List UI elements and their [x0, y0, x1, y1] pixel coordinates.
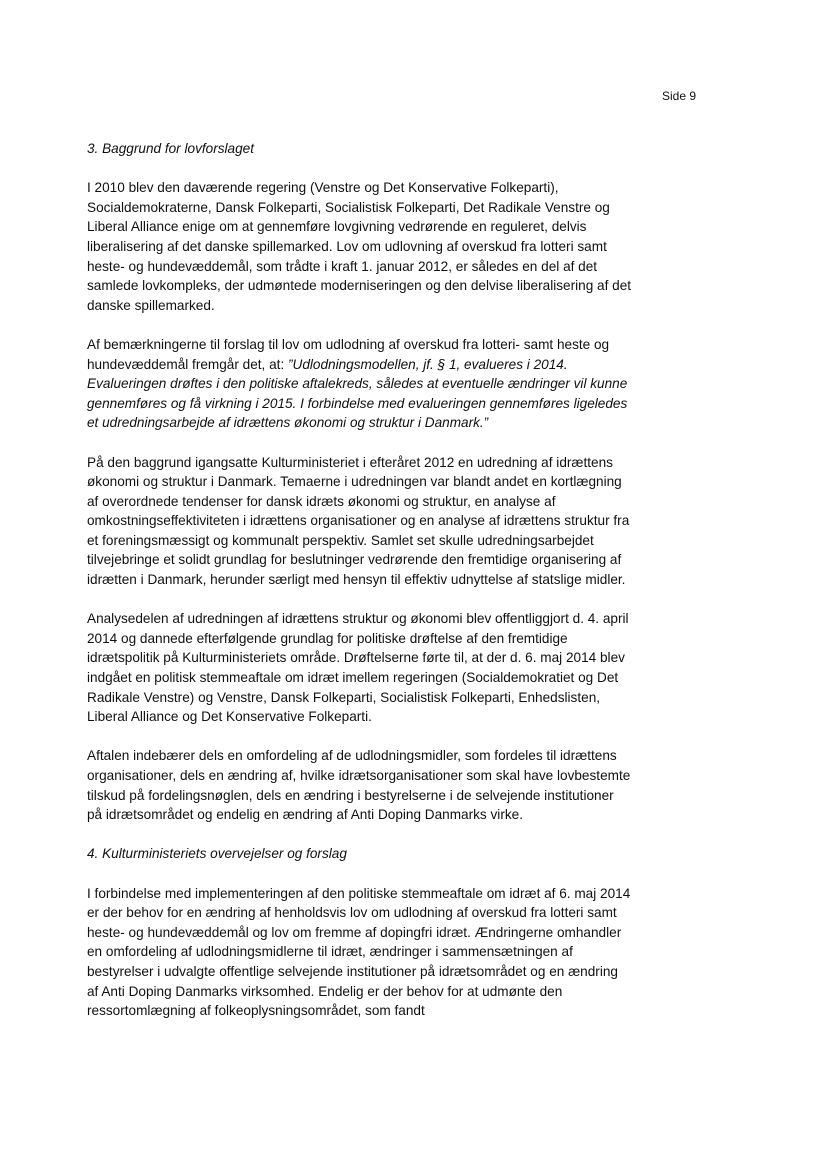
paragraph-background-2: [87, 335, 632, 433]
paragraph-considerations-1: I forbindelse med implementeringen af den politiske stemmeaftale om idræt af 6. maj 2014 er der behov for en ændring af henholdsvis lov om udlodning af overskud fra lotteri samt heste- og hundevæddemål og lov om fremme af dopingfri idræt. Ændringerne omhandler en omfordeling af udlodningsmidlerne til idræt, ændringer i sammensætningen af bestyrelser i udvalgte offentlige selvejende institutioner på idrætsområdet og en ændring af Anti Doping Danmarks virksomhed. Endelig er der behov for at udmønte den ressortomlægning af folkeoplysningsområdet, som fandt: [87, 885, 631, 1019]
page-number: Side 9: [662, 89, 697, 103]
section-heading-considerations: 4. Kulturministeriets overvejelser og forslag: [87, 846, 347, 862]
paragraph-background-5: Aftalen indebærer dels en omfordeling af de udlodningsmidler, som fordeles til idrættens organisationer, dels en ændring af, hvilke idrætsorganisationer som skal have lovbestemte tilskud på fordelingsnøglen, dels en ændring i bestyrelserne i de selvejende institutioner på idrætsområdet og endelig en ændring af Anti Doping Danmarks virke.: [87, 748, 631, 823]
section-heading-background: 3. Baggrund for lovforslaget: [87, 141, 255, 156]
document-body: [87, 139, 632, 1021]
paragraph-background-2-intro: Af bemærkningerne til forslag til lov om udlodning af overskud fra lotteri- samt heste og hundevæddemål fremgår det, at:: [87, 336, 610, 372]
paragraph-background-1: I 2010 blev den daværende regering (Venstre og Det Konservative Folkeparti), Socialdemokraterne, Dansk Folkeparti, Socialistisk Folkeparti, Det Radikale Venstre og Liberal Alliance enige om at gennemføre lovgivning vedrørende en reguleret, delvis liberalisering af det danske spillemarked. Lov om udlovning af overskud fra lotteri samt heste- og hundevæddemål, som trådte i kraft 1. januar 2012, er således en del af det samlede lovkompleks, der udmøntede moderniseringen og den delvise liberalisering af det danske spillemarked.: [87, 180, 632, 313]
quote-text: ”Udlodningsmodellen, jf. § 1, evalueres i 2014. Evalueringen drøftes i den politiske aftalekreds, således at eventuelle ændringer vil kunne gennemføres og få virkning i 2015. I forbindelse med evalueringen gennemføres ligeledes et udredningsarbejde af idrættens økonomi og struktur i Danmark.”: [87, 356, 628, 431]
paragraph-background-4: Analysedelen af udredningen af idrættens struktur og økonomi blev offentliggjort d. 4. april 2014 og dannede efterfølgende grundlag for politiske drøftelse af den fremtidige idrætspolitik på Kulturministeriets område. Drøftelserne førte til, at der d. 6. maj 2014 blev indgået en politisk stemmeaftale om idræt imellem regeringen (Socialdemokratiet og Det Radikale Venstre) og Venstre, Dansk Folkeparti, Socialistisk Folkeparti, Enhedslisten, Liberal Alliance og Det Konservative Folkeparti.: [87, 611, 629, 725]
paragraph-background-3: På den baggrund igangsatte Kulturministeriet i efteråret 2012 en udredning af idrættens økonomi og struktur i Danmark. Temaerne i udredningen var blandt andet en kortlægning af overordnede tendenser for dansk idræts økonomi og struktur, en analyse af omkostningseffektiviteten i idrættens organisationer og en analyse af idrættens struktur fra et foreningsmæssigt og kommunalt perspektiv. Samlet set skulle udredningsarbejdet tilvejebringe et solidt grundlag for beslutninger vedrørende den fremtidige organisering af idrætten i Danmark, herunder særligt med hensyn til effektiv udnyttelse af statslige midler.: [87, 454, 630, 588]
